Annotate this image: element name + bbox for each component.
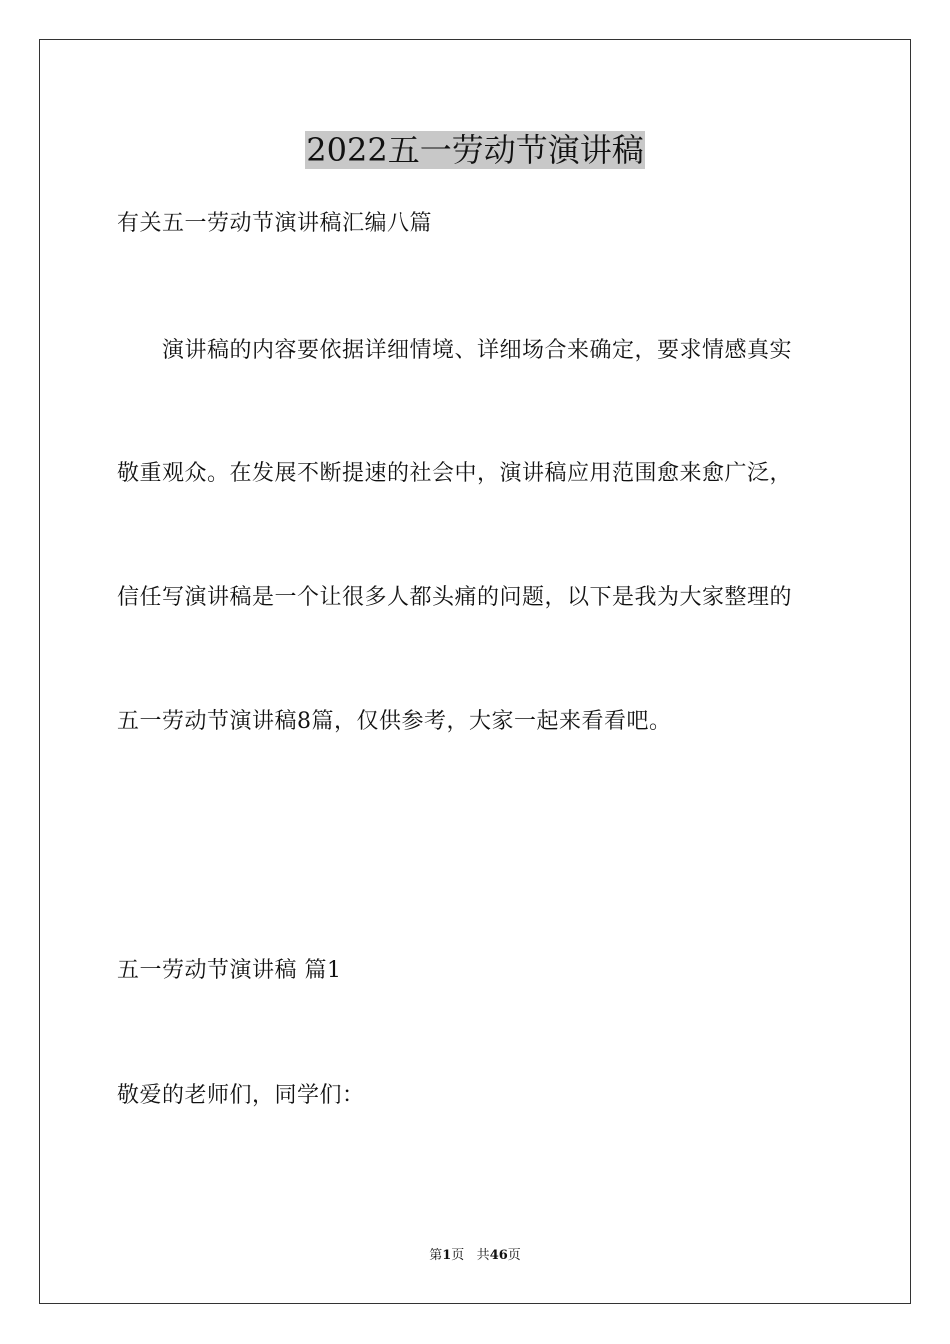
intro-line-1: 演讲稿的内容要依据详细情境、详细场合来确定，要求情感真实 <box>117 338 793 363</box>
section-heading: 五一劳动节演讲稿 篇1 <box>117 958 342 983</box>
document-title-text: 2022五一劳动节演讲稿 <box>306 131 644 169</box>
intro-line-3: 信任写演讲稿是一个让很多人都头痛的问题，以下是我为大家整理的 <box>117 585 793 610</box>
document-title <box>0 128 950 172</box>
intro-line-4: 五一劳动节演讲稿8篇，仅供参考，大家一起来看看吧。 <box>117 709 672 734</box>
salutation: 敬爱的老师们，同学们： <box>117 1083 365 1108</box>
intro-line-2: 敬重观众。在发展不断提速的社会中，演讲稿应用范围愈来愈广泛， <box>117 461 793 486</box>
footer-page-prefix: 第 <box>429 1248 443 1263</box>
footer-total-prefix: 共 <box>476 1248 490 1263</box>
footer-total-pages: 46 <box>489 1248 508 1263</box>
footer-total-suffix: 页 <box>507 1248 521 1263</box>
document-subtitle: 有关五一劳动节演讲稿汇编八篇 <box>117 211 433 236</box>
footer-page-suffix: 页 <box>451 1248 465 1263</box>
page-footer <box>0 1247 950 1265</box>
footer-page-number: 1 <box>442 1248 452 1263</box>
